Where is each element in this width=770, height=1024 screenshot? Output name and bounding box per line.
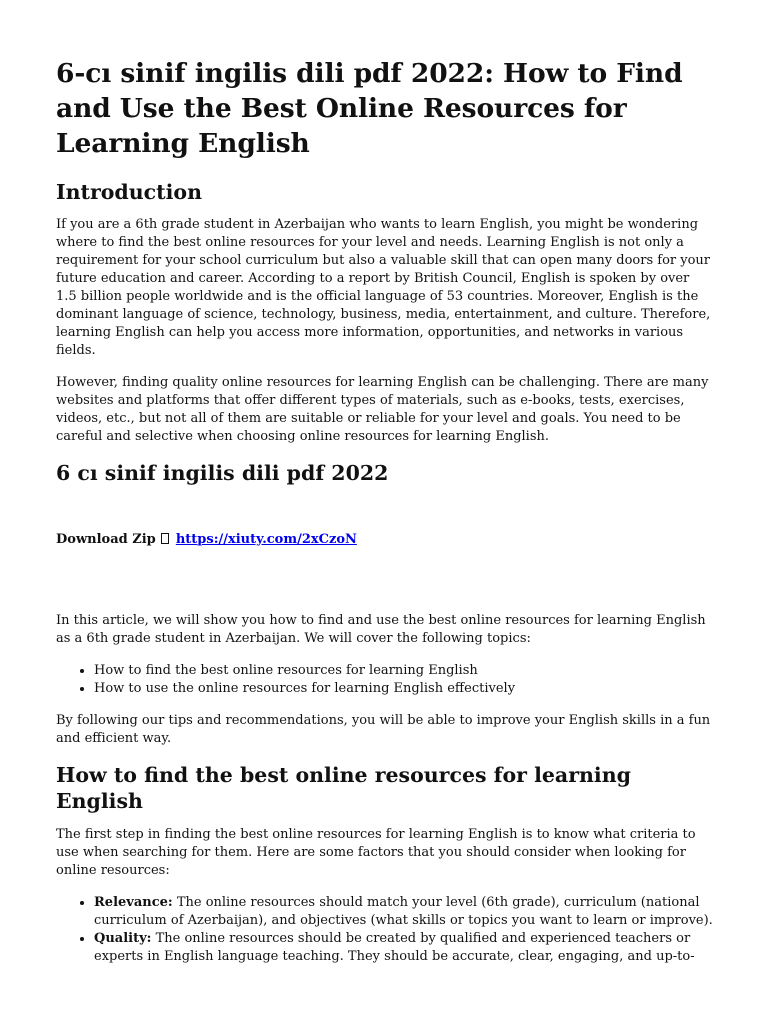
download-line [56, 531, 714, 549]
list-item [94, 894, 714, 930]
criteria-text: The online resources should match your level (6th grade), curriculum (national curriculum of Azerbaijan), and objectives (what skills or topics you want to learn or improve). [94, 895, 713, 928]
list-item [94, 930, 714, 966]
list-item: • How to find the best online resources for learning English [94, 662, 714, 680]
page-title: 6-cı sinif ingilis dili pdf 2022: How to Find and Use the Best Online Resources for Learning English [56, 58, 683, 159]
intro-paragraph-1: If you are a 6th grade student in Azerbaijan who wants to learn English, you might be wondering where to find the best online resources for your level and needs. Learning English is not only a requirement for your school curriculum but also a valuable skill that can open many doors for your future education and career. According to a report by British Council, English is spoken by over 1.5 billion people worldwide and is the official language of 53 countries. Moreover, English is the dominant language of science, technology, business, media, entertainment, and culture. Therefore, learning English can help you access more information, opportunities, and networks in various fields. [56, 217, 711, 358]
criteria-term: Relevance: [94, 895, 173, 910]
article-paragraph-2: By following our tips and recommendations, you will be able to improve your English skills in a fun and efficient way. [56, 713, 711, 746]
criteria-text: The online resources should be created by qualified and experienced teachers or experts in English language teaching. They should be accurate, clear, engaging, and up-to- [94, 931, 695, 964]
intro-paragraph-2: However, finding quality online resources for learning English can be challenging. There are many websites and platforms that offer different types of materials, such as e-books, tests, exercises, videos, etc., but not all of them are suitable or reliable for your level and goals. You need to be careful and selective when choosing online resources for learning English. [56, 375, 709, 444]
list-item: • How to use the online resources for learning English effectively [94, 680, 714, 698]
missing-glyph-icon [161, 533, 169, 544]
download-link[interactable]: https://xiuty.com/2xCzoN [175, 532, 357, 547]
heading-find-resources: How to find the best online resources for learning English [56, 763, 631, 813]
criteria-list [56, 894, 714, 966]
download-label: Download Zip [56, 532, 156, 547]
heading-introduction: Introduction [56, 180, 202, 204]
heading-pdf-section: 6 cı sinif ingilis dili pdf 2022 [56, 461, 389, 485]
topics-list [56, 662, 714, 698]
find-paragraph-1: The first step in finding the best online resources for learning English is to know what criteria to use when searching for them. Here are some factors that you should consider when looking for online resources: [56, 827, 696, 878]
article-paragraph-1: In this article, we will show you how to find and use the best online resources for learning English as a 6th grade student in Azerbaijan. We will cover the following topics: [56, 613, 706, 646]
criteria-term: Quality: [94, 931, 152, 946]
